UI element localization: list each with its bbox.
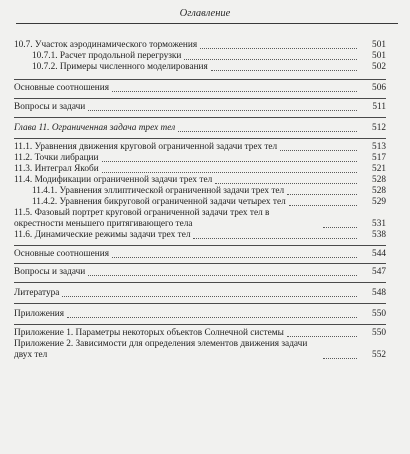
toc-entry-title: Приложения — [14, 309, 65, 319]
toc-entry-page: 550 — [360, 309, 386, 320]
toc-entry-page: 548 — [360, 288, 386, 299]
toc-entry-title: 11.4.2. Уравнения бикруговой ограниченной задачи четырех тел — [14, 197, 288, 208]
dot-leader — [199, 40, 360, 51]
toc-entry-chapter-11[interactable] — [14, 123, 386, 134]
dot-leader — [111, 249, 360, 260]
dot-leader — [210, 62, 360, 73]
toc-entry-page: 531 — [360, 219, 386, 230]
toc-entry-title: Основные соотношения — [14, 83, 110, 93]
toc-entry-page: 544 — [360, 249, 386, 260]
toc-entry-page: 547 — [360, 267, 386, 278]
toc-entry-page: 528 — [360, 175, 386, 186]
dot-leader — [66, 309, 360, 320]
toc-entry-title: 10.7.2. Примеры численного моделирования — [14, 62, 210, 73]
toc-entry-title: 11.6. Динамические режимы задачи трех тел — [14, 230, 191, 240]
dot-leader — [87, 102, 360, 113]
toc-entry-page: 521 — [360, 164, 386, 175]
toc-entry-title: 11.4.1. Уравнения эллиптической ограниченной задачи трех тел — [14, 186, 286, 197]
toc-entry-title — [14, 123, 177, 134]
toc-entry-title: 11.4. Модификации ограниченной задачи трех тел — [14, 175, 213, 185]
toc-entry-page: 511 — [360, 102, 386, 113]
dot-leader — [286, 328, 360, 339]
toc-entry-page: 550 — [360, 328, 386, 339]
toc-entry-10-7-1[interactable] — [14, 51, 386, 62]
toc-entry-page: 538 — [360, 230, 386, 241]
running-head: Оглавление — [179, 8, 231, 19]
toc-entry-11-2[interactable] — [14, 153, 386, 164]
dot-leader — [101, 153, 361, 164]
toc-entry-page: 506 — [360, 83, 386, 94]
toc-entry-title: 11.2. Точки либрации — [14, 153, 99, 163]
toc-entry-title: Литература — [14, 288, 60, 298]
dot-leader — [87, 267, 360, 278]
dot-leader — [183, 51, 360, 62]
toc-entry-page: 512 — [360, 123, 386, 134]
chapter-title: Ограниченная задача трех тел — [49, 123, 176, 133]
toc-entry-10-7-2[interactable] — [14, 62, 386, 73]
toc-entry-11-4-1[interactable] — [14, 186, 386, 197]
toc-entry-11-4[interactable] — [14, 175, 386, 186]
toc-entry-11-1[interactable] — [14, 142, 386, 153]
toc-entry-questions-10[interactable] — [14, 102, 386, 113]
toc-entry-title: 11.3. Интеграл Якоби — [14, 164, 99, 174]
toc-entry-appendix-1[interactable] — [14, 328, 386, 339]
toc-entry-title: Приложение 1. Параметры некоторых объектов Солнечной системы — [14, 328, 284, 338]
toc-entry-page: 501 — [360, 51, 386, 62]
toc-entry-page: 529 — [360, 197, 386, 208]
toc-entry-appendices[interactable] — [14, 309, 386, 320]
toc-entry-11-5[interactable] — [14, 208, 386, 230]
toc-entry-title: Вопросы и задачи — [14, 102, 86, 112]
toc-entry-11-4-2[interactable] — [14, 197, 386, 208]
table-of-contents — [14, 40, 386, 361]
toc-entry-appendix-2[interactable] — [14, 339, 386, 361]
toc-entry-page: 552 — [360, 350, 386, 361]
toc-entry-page: 513 — [360, 142, 386, 153]
dot-leader — [322, 219, 360, 230]
toc-entry-title: 10.7. Участок аэродинамического торможения — [14, 40, 198, 50]
toc-entry-11-3[interactable] — [14, 164, 386, 175]
toc-entry-11-6[interactable] — [14, 230, 386, 241]
toc-entry-title: 11.1. Уравнения движения круговой ограниченной задачи трех тел — [14, 142, 278, 152]
dot-leader — [288, 197, 360, 208]
toc-entry-page: 528 — [360, 186, 386, 197]
dot-leader — [286, 186, 360, 197]
toc-entry-literature[interactable] — [14, 288, 386, 299]
toc-entry-title: 11.5. Фазовый портрет круговой ограниченной задачи трех тел в окрестности меньшего притягивающего тела — [14, 208, 322, 230]
header-rule — [16, 23, 398, 24]
dot-leader — [214, 175, 360, 186]
toc-entry-title: Вопросы и задачи — [14, 267, 86, 277]
toc-entry-questions-11[interactable] — [14, 267, 386, 278]
dot-leader — [177, 123, 360, 134]
dot-leader — [101, 164, 360, 175]
toc-entry-title: Приложение 2. Зависимости для определения элементов движения задачи двух тел — [14, 339, 322, 361]
dot-leader — [279, 142, 360, 153]
toc-entry-10-7[interactable] — [14, 40, 386, 51]
toc-entry-basic-relations-11[interactable] — [14, 249, 386, 260]
toc-entry-page: 517 — [360, 153, 386, 164]
chapter-number: Глава 11. — [14, 123, 50, 133]
dot-leader — [322, 350, 360, 361]
dot-leader — [192, 230, 360, 241]
toc-entry-page: 501 — [360, 40, 386, 51]
toc-entry-title: 10.7.1. Расчет продольной перегрузки — [14, 51, 183, 62]
toc-entry-basic-relations-10[interactable] — [14, 83, 386, 94]
toc-entry-page: 502 — [360, 62, 386, 73]
dot-leader — [111, 83, 360, 94]
toc-entry-title: Основные соотношения — [14, 249, 110, 259]
dot-leader — [61, 288, 360, 299]
